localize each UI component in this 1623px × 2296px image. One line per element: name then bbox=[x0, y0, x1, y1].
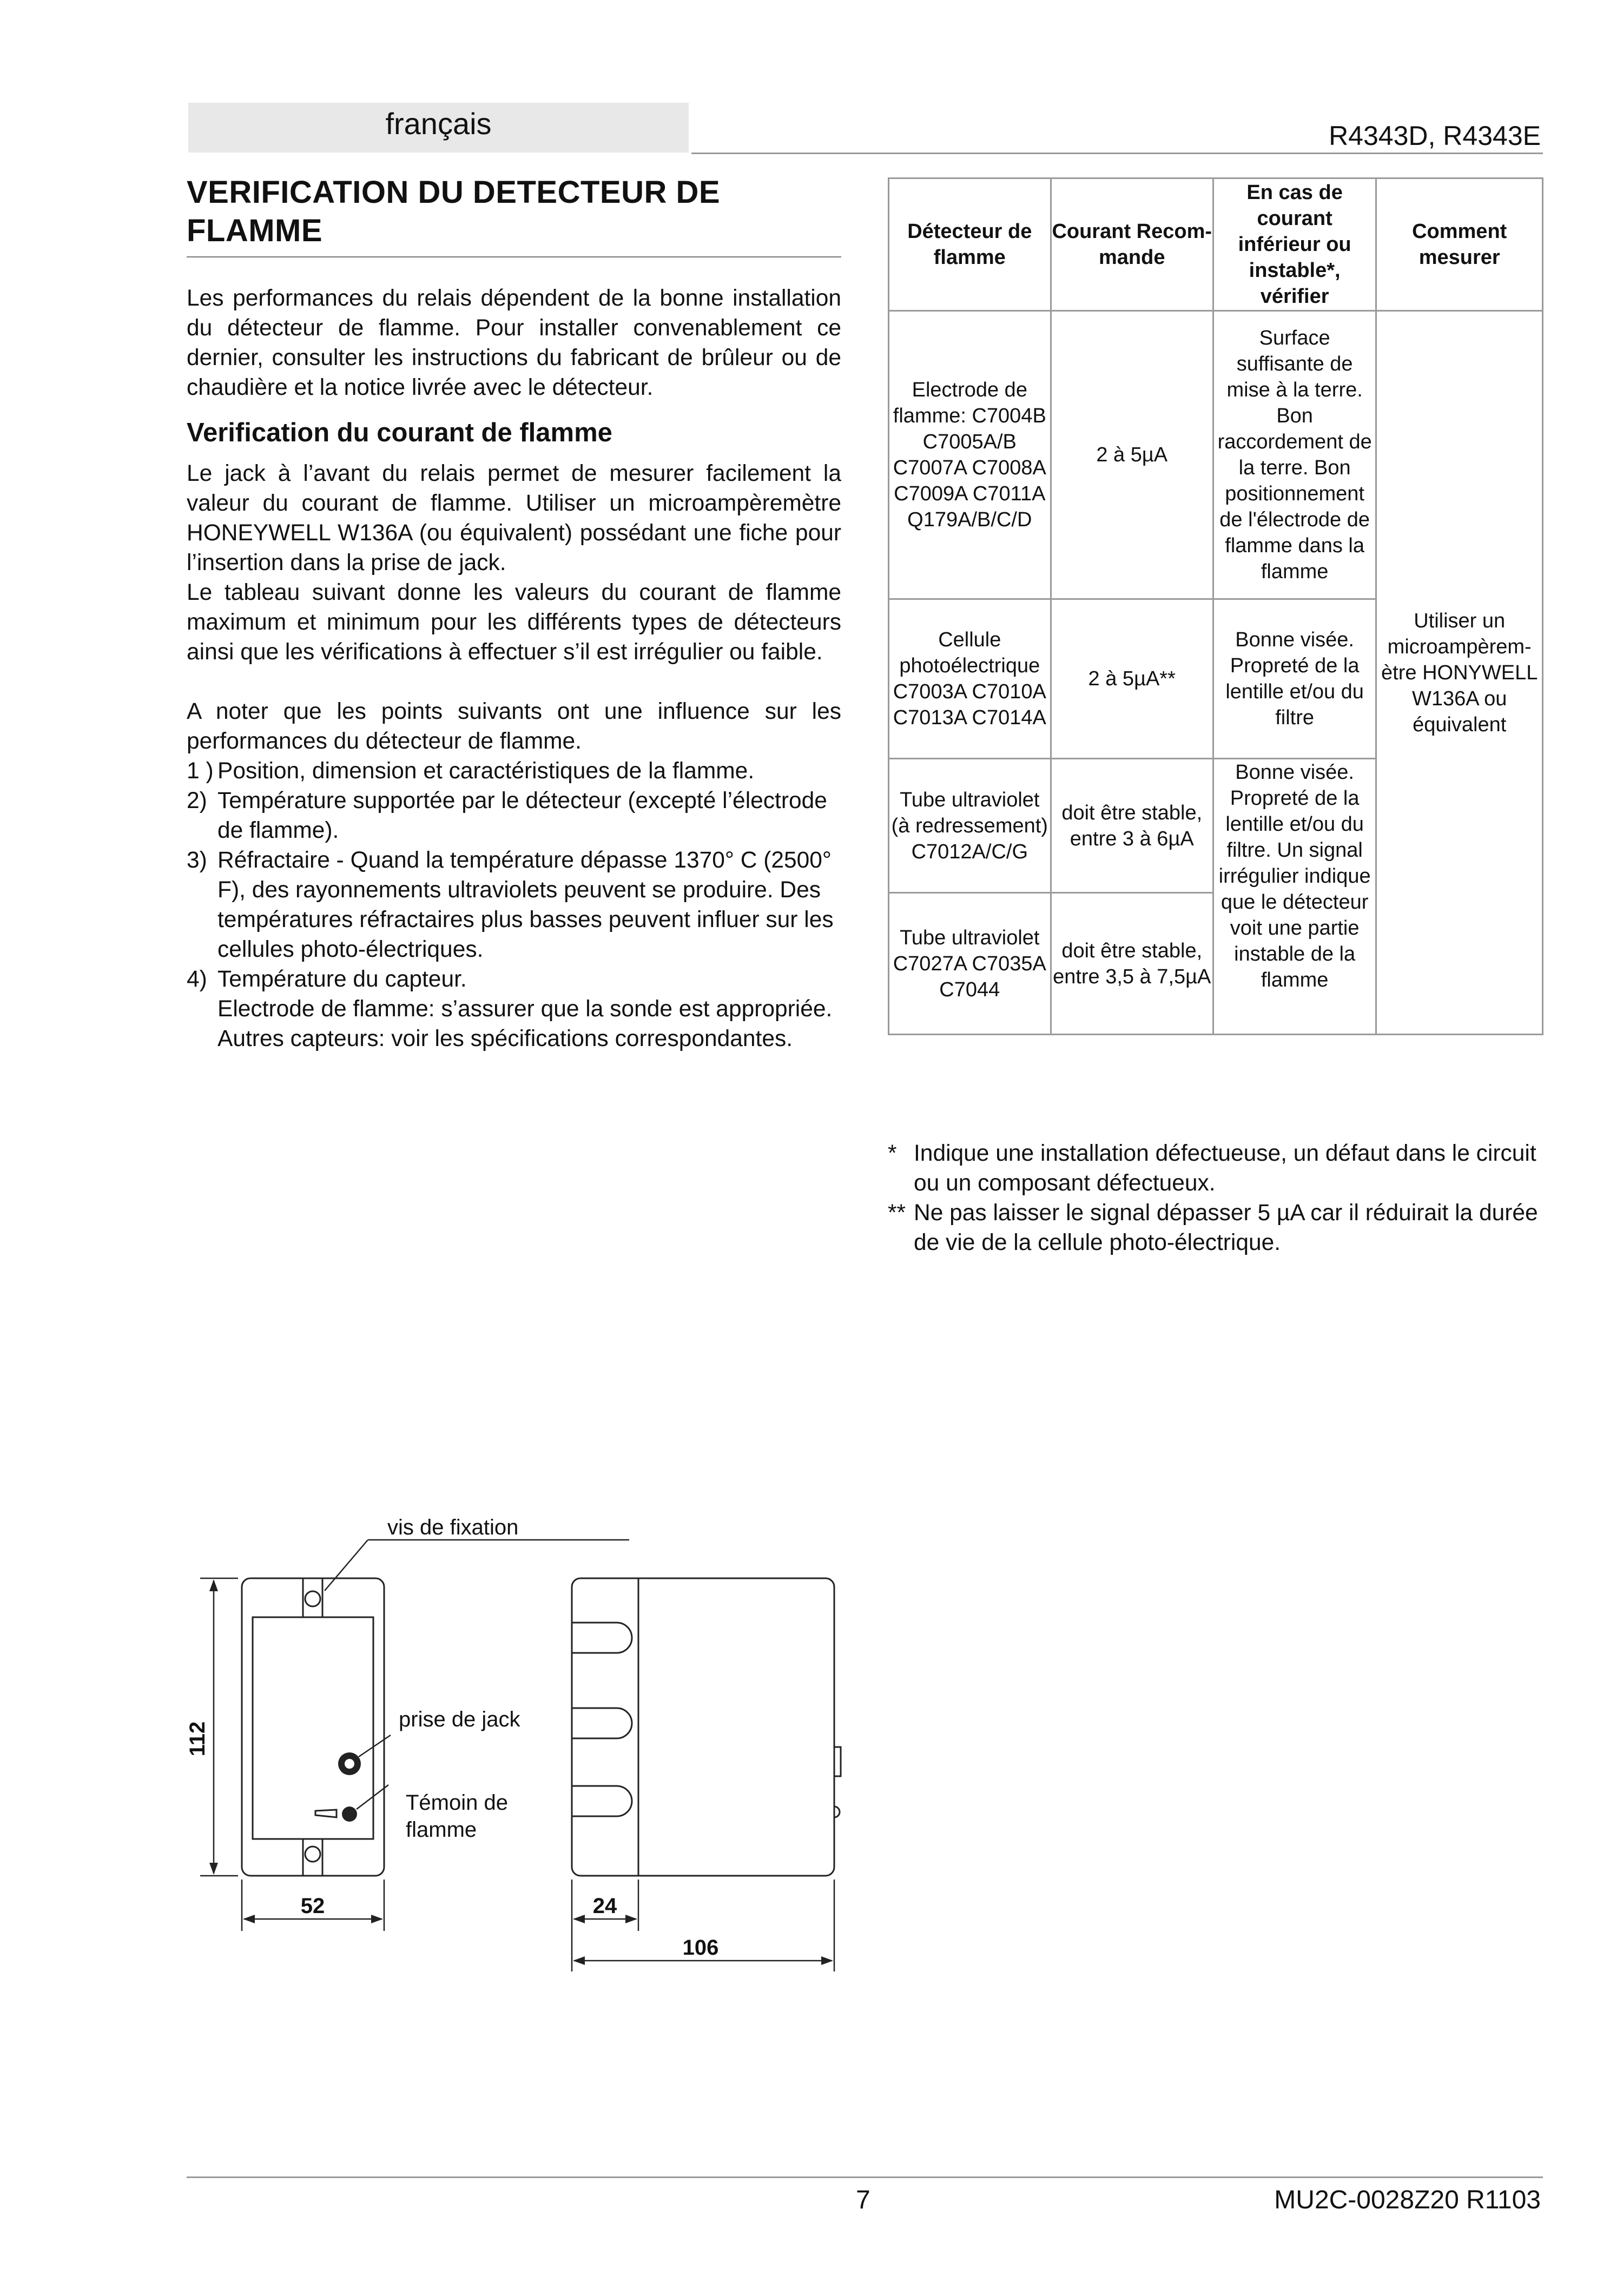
list-number: 3) bbox=[187, 848, 207, 873]
header-check: En cas de courant inférieur ou instable*, vérifier bbox=[1213, 178, 1376, 311]
list-text: Position, dimension et caractéristiques de la flamme. bbox=[217, 758, 755, 784]
list-number: 4) bbox=[187, 967, 207, 992]
footnote-mark: * bbox=[888, 1141, 897, 1166]
list-item bbox=[187, 845, 841, 964]
cell-detector: Tube ultraviolet C7027A C7035A C7044 bbox=[889, 893, 1051, 1035]
led-label-text-line2: flamme bbox=[406, 1818, 477, 1842]
front-depth-dimension: 24 bbox=[592, 1894, 617, 1918]
list-number: 1 ) bbox=[187, 758, 214, 784]
cell-current: 2 à 5µA** bbox=[1051, 599, 1213, 759]
cell-check: Surface suffisante de mise à la terre. Bon raccordement de la terre. Bon positionnement de l'électrode de flamme dans la flamme bbox=[1213, 311, 1376, 599]
top-screw-hole bbox=[305, 1591, 320, 1606]
cell-check: Bonne visée. Propreté de la lentille et/ou du filtre bbox=[1213, 599, 1376, 759]
flame-detector-table bbox=[888, 177, 1543, 1035]
intro-paragraph: Les performances du relais dépendent de la bonne installation du détecteur de flamme. Pour installer convenablement ce dernier, consulter les instructions du fabricant de brûleur ou de chaudière et la notice livrée avec le détecteur. bbox=[187, 286, 841, 400]
footnotes bbox=[888, 1139, 1543, 1258]
width-dimension: 52 bbox=[300, 1894, 325, 1918]
footnote bbox=[888, 1139, 1543, 1198]
page-number: 7 bbox=[856, 2186, 870, 2214]
front-housing-outline bbox=[242, 1578, 384, 1876]
list-item bbox=[187, 786, 841, 845]
header-detector: Détecteur de flamme bbox=[889, 178, 1051, 311]
cell-current: doit être stable, entre 3 à 6µA bbox=[1051, 759, 1213, 893]
list-continuation: Electrode de flamme: s’assurer que la sonde est appropriée. bbox=[217, 996, 833, 1022]
list-text: Température du capteur. bbox=[217, 967, 467, 992]
title-rule bbox=[187, 256, 841, 257]
list-continuation: Autres capteurs: voir les spécifications correspondantes. bbox=[217, 1026, 793, 1051]
cell-current: 2 à 5µA bbox=[1051, 311, 1213, 599]
footnote-mark: ** bbox=[888, 1200, 906, 1226]
jack-paragraph bbox=[187, 459, 841, 667]
led-label bbox=[406, 1791, 514, 1842]
cell-check: Bonne visée. Propreté de la lentille et/ou du filtre. Un signal irrégulier indique que le détecteur voit une partie instable de la flamme bbox=[1213, 759, 1376, 1035]
list-text: Réfractaire - Quand la température dépasse 1370° C (2500° F), des rayonnements ultraviolets peuvent se produire. Des températures réfractaires plus basses peuvent influer sur les cellules photo-électriques. bbox=[217, 848, 834, 962]
bottom-screw-hole bbox=[305, 1847, 320, 1862]
language-label: français bbox=[385, 107, 492, 141]
header-current: Courant Recom-mande bbox=[1051, 178, 1213, 311]
jack-label: prise de jack bbox=[399, 1708, 520, 1731]
cell-detector: Tube ultraviolet (à redressement) C7012A/C/G bbox=[889, 759, 1051, 893]
header-measure: Comment mesurer bbox=[1376, 178, 1543, 311]
list-number: 2) bbox=[187, 788, 207, 813]
front-panel bbox=[253, 1617, 373, 1839]
table-header-row bbox=[889, 178, 1543, 311]
influence-paragraph: A noter que les points suivants ont une influence sur les performances du détecteur de flamme. bbox=[187, 699, 841, 754]
footer-rule bbox=[187, 2176, 1543, 2178]
list-item bbox=[187, 964, 841, 994]
footnote bbox=[888, 1198, 1543, 1258]
depth-dimension: 106 bbox=[682, 1936, 719, 1960]
table-row bbox=[889, 311, 1543, 599]
jack-paragraph-text: Le jack à l’avant du relais permet de mesurer facilement la valeur du courant de flamme. Utiliser un microampèremètre HONEYWELL W136A (ou équivalent) possédant une fiche pour l’insertion dans la prise de jack. bbox=[187, 461, 841, 575]
footnote-text: Ne pas laisser le signal dépasser 5 µA car il réduirait la durée de vie de la cellule photo-électrique. bbox=[914, 1200, 1538, 1255]
header-rule bbox=[691, 153, 1543, 154]
footnote-text: Indique une installation défectueuse, un défaut dans le circuit ou un composant défectueux. bbox=[914, 1141, 1536, 1196]
cell-measure: Utiliser un microampèrem-ètre HONYWELL W136A ou équivalent bbox=[1376, 311, 1543, 1035]
cell-detector: Cellule photoélectrique C7003A C7010A C7013A C7014A bbox=[889, 599, 1051, 759]
subsection-title: Verification du courant de flamme bbox=[187, 418, 612, 447]
list-item bbox=[187, 756, 841, 786]
relay-dimension-diagram bbox=[0, 1460, 1623, 1974]
led-label-text: Témoin de bbox=[406, 1791, 508, 1815]
table-intro-text: Le tableau suivant donne les valeurs du courant de flamme maximum et minimum pour les différents types de détecteurs ainsi que les vérifications à effectuer s’il est irrégulier ou faible. bbox=[187, 580, 841, 665]
section-title: VERIFICATION DU DETECTEUR DE FLAMME bbox=[187, 175, 721, 249]
flame-symbol-icon bbox=[315, 1810, 337, 1817]
document-reference: MU2C-0028Z20 R1103 bbox=[1274, 2186, 1541, 2214]
model-number: R4343D, R4343E bbox=[1329, 121, 1541, 151]
height-dimension: 112 bbox=[186, 1721, 209, 1757]
flame-led-icon bbox=[342, 1807, 357, 1822]
cell-detector: Electrode de flamme: C7004B C7005A/B C7007A C7008A C7009A C7011A Q179A/B/C/D bbox=[889, 311, 1051, 599]
influence-list bbox=[187, 756, 841, 1054]
screw-label: vis de fixation bbox=[387, 1516, 519, 1539]
cell-current: doit être stable, entre 3,5 à 7,5µA bbox=[1051, 893, 1213, 1035]
list-text: Température supportée par le détecteur (excepté l’électrode de flamme). bbox=[217, 788, 827, 843]
